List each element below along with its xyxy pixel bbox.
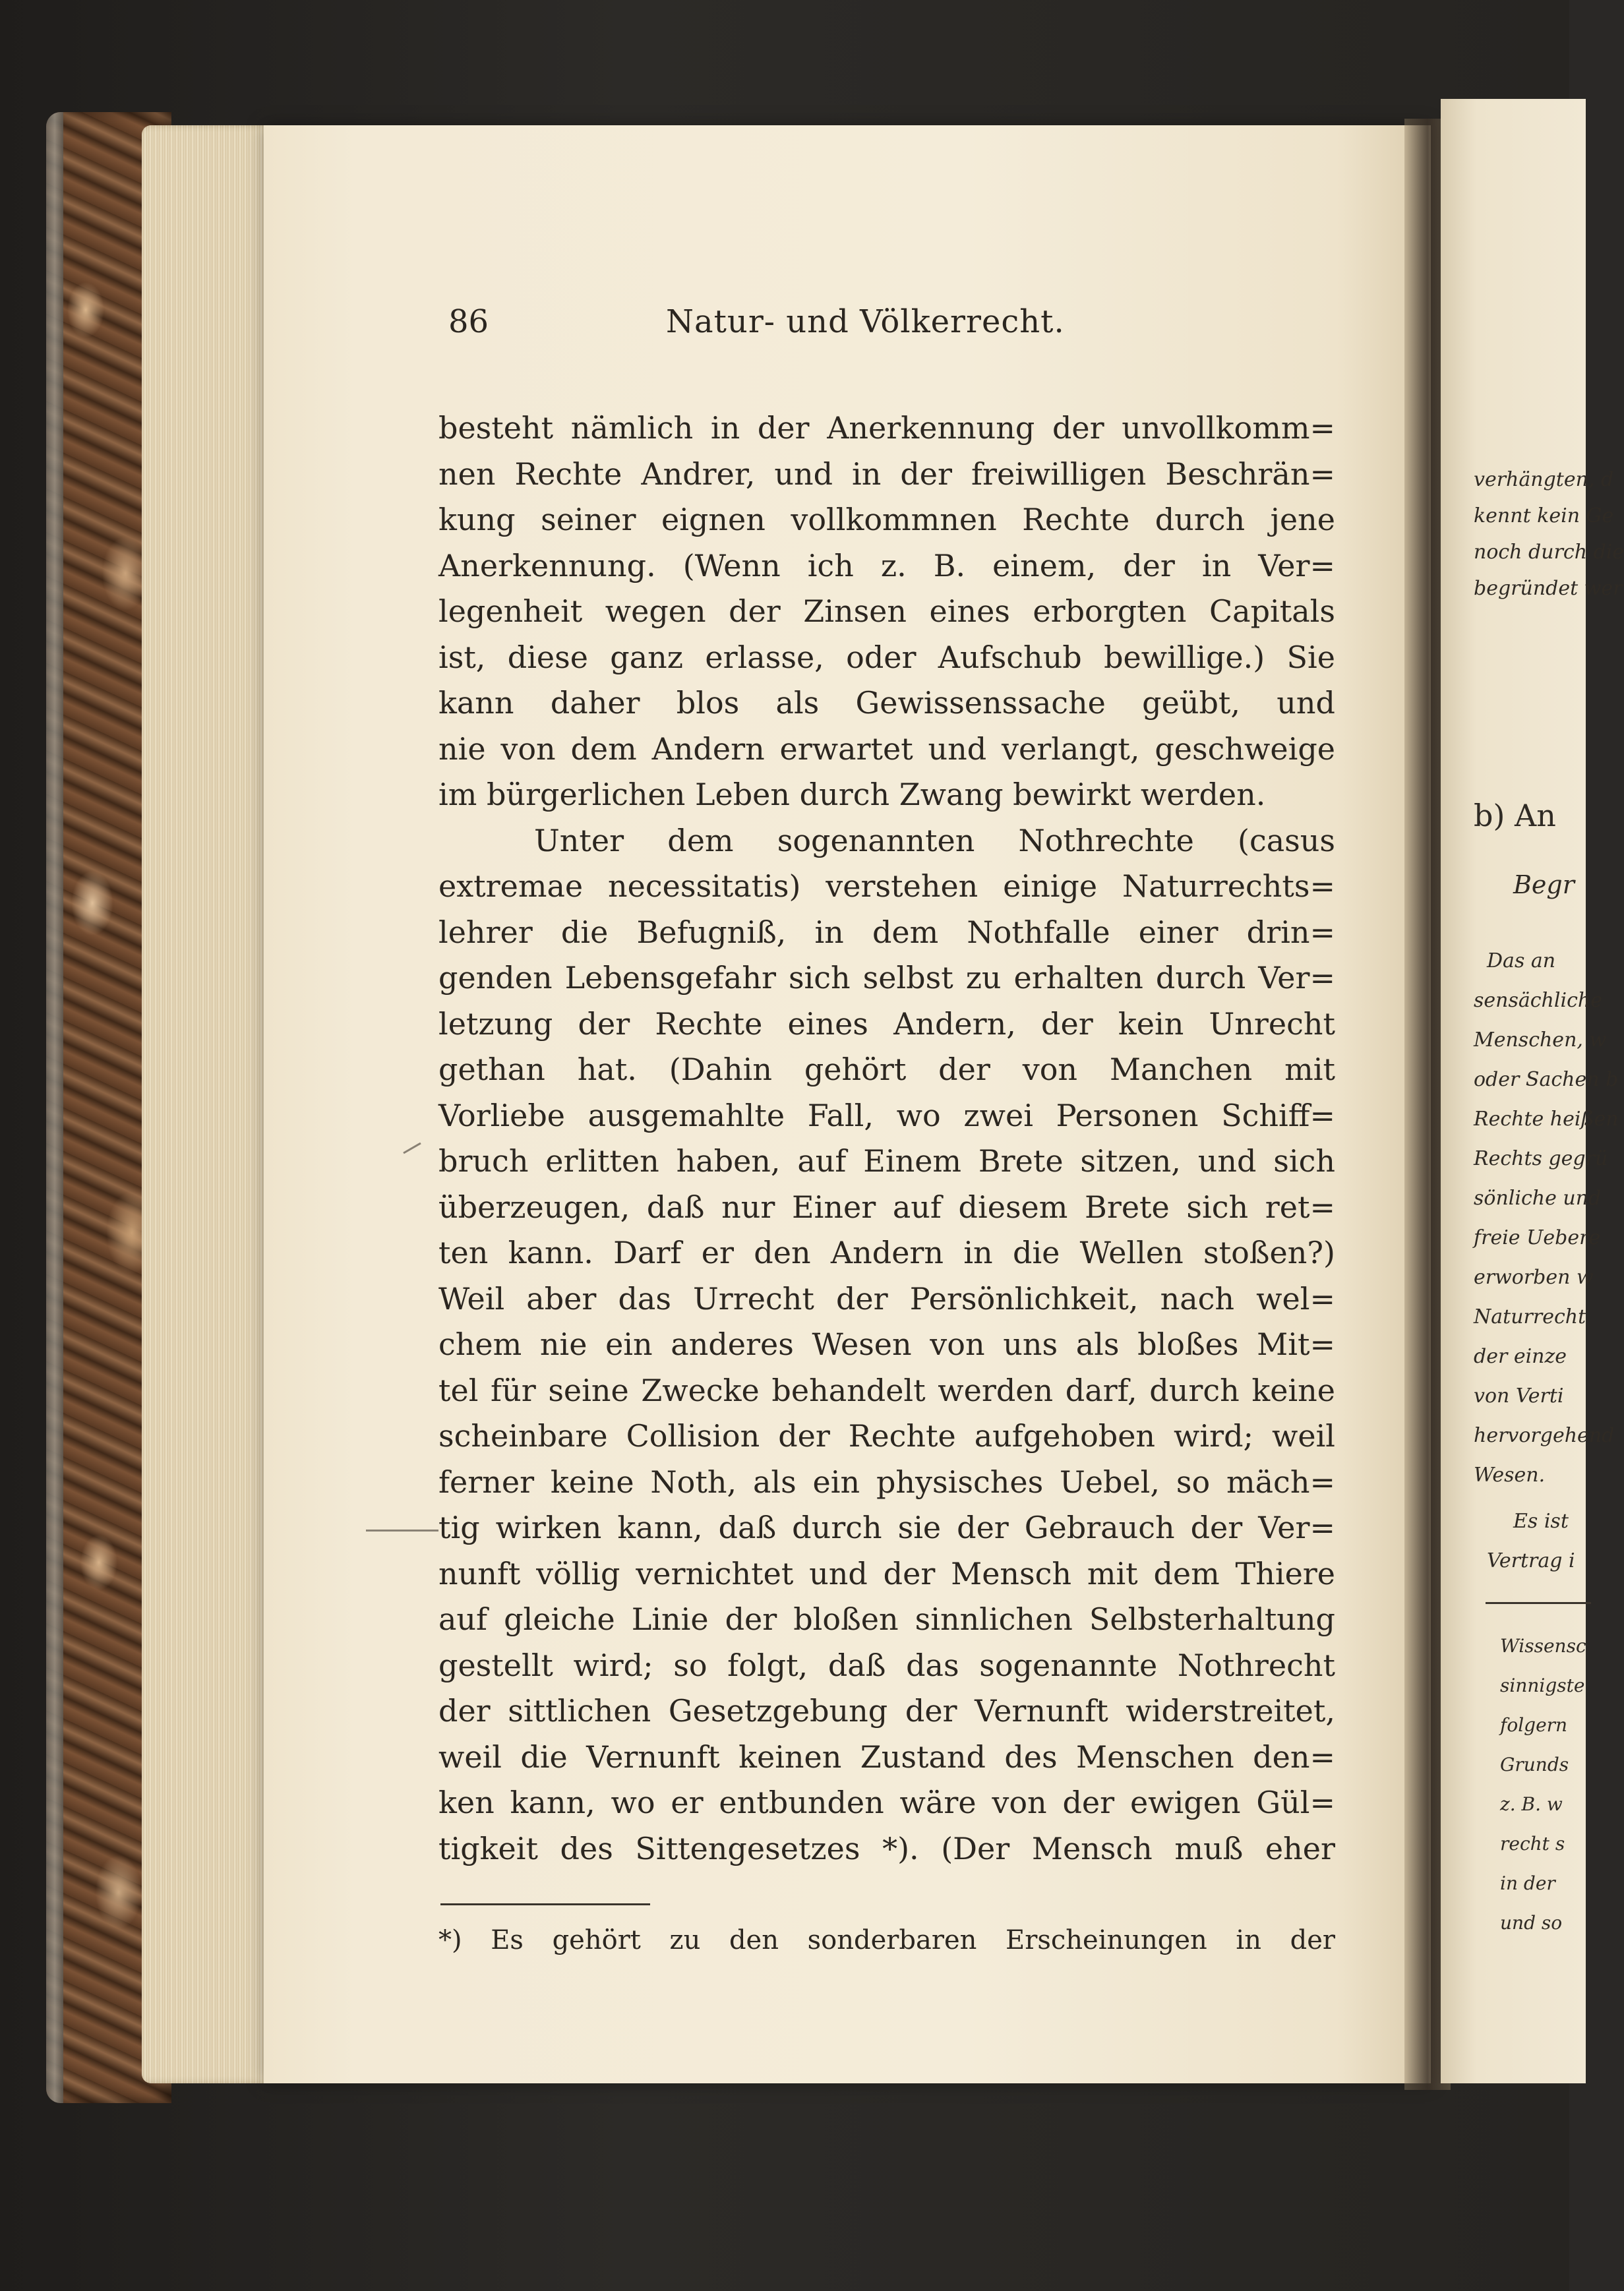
text-line: der sittlichen Gesetzgebung der Vernunft widerstreitet, [438, 1693, 1335, 1729]
text-line: nunft völlig vernichtet und der Mensch mit dem Thiere [438, 1555, 1335, 1592]
text-line: letzung der Rechte eines Andern, der kein Unrecht [438, 1005, 1335, 1042]
text-line: genden Lebensgefahr sich selbst zu erhalten durch Ver= [438, 960, 1335, 996]
cover-edge [46, 112, 63, 2103]
facing-fragment: und so [1500, 1912, 1563, 1934]
text-line: kung seiner eignen vollkommnen Rechte durch jene [438, 502, 1335, 537]
text-line: Anerkennung. (Wenn ich z. B. einem, der in Ver= [438, 547, 1335, 583]
facing-fragment: folgern [1500, 1714, 1568, 1736]
facing-fragment: verhängten, d [1474, 468, 1614, 491]
facing-fragment: sensächliche [1474, 989, 1602, 1012]
text-line: ten kann. Darf er den Andern in die Wellen stoßen?) [438, 1235, 1335, 1270]
text-line: Vorliebe ausgemahlte Fall, wo zwei Personen Schiff= [438, 1097, 1335, 1133]
text-line: ist, diese ganz erlasse, oder Aufschub bewillige.) Sie [438, 639, 1335, 675]
facing-fragment: kennt kein Ge [1474, 504, 1614, 527]
running-title: Natur- und Völkerrecht. [666, 303, 1065, 340]
text-line: tig wirken kann, daß durch sie der Gebrauch der Ver= [438, 1510, 1335, 1545]
page-number: 86 [448, 303, 489, 340]
page-edges [142, 125, 274, 2083]
text-line: besteht nämlich in der Anerkennung der unvollkomm= [438, 410, 1335, 446]
facing-fragment: begründet wer [1474, 577, 1623, 600]
text-line: extremae necessitatis) verstehen einige Naturrechts= [438, 868, 1335, 904]
facing-fragment: b) An [1474, 798, 1556, 833]
facing-fragment: Menschen, w [1474, 1028, 1607, 1052]
facing-fragment: Naturrecht [1474, 1305, 1586, 1328]
facing-fragment: Begr [1513, 870, 1575, 899]
text-line: gethan hat. (Dahin gehört der von Manchen mit [438, 1052, 1335, 1087]
text-line: tigkeit des Sittengesetzes *). (Der Mensch muß eher [438, 1830, 1335, 1866]
facing-footnote-rule [1486, 1602, 1591, 1604]
facing-fragment: erworben w [1474, 1266, 1594, 1289]
text-line: Weil aber das Urrecht der Persönlichkeit, nach wel= [438, 1280, 1335, 1317]
footnote-rule [440, 1903, 650, 1905]
facing-fragment: in der [1500, 1872, 1555, 1894]
facing-fragment: sönliche und [1474, 1187, 1602, 1210]
facing-fragment: sinnigste [1500, 1675, 1585, 1696]
footnote: *) Es gehört zu den sonderbaren Erscheinungen in der [438, 1925, 1335, 1955]
page-body [438, 405, 1335, 1872]
text-line: bruch erlitten haben, auf Einem Brete sitzen, und sich [438, 1143, 1335, 1179]
text-line: scheinbare Collision der Rechte aufgehoben wird; weil [438, 1418, 1335, 1454]
paragraph-start-line: Unter dem sogenannten Nothrechte (casus [534, 822, 1335, 858]
text-line: chem nie ein anderes Wesen von uns als bloßes Mit= [438, 1326, 1335, 1362]
facing-fragment: Rechts gegrü [1474, 1147, 1608, 1170]
facing-fragment: hervorgehend [1474, 1424, 1615, 1447]
text-line: legenheit wegen der Zinsen eines erborgten Capitals [438, 593, 1335, 629]
facing-fragment: noch durch die [1474, 541, 1624, 564]
facing-fragment: oder Sachen b [1474, 1068, 1619, 1091]
text-line: auf gleiche Linie der bloßen sinnlichen Selbsterhaltung [438, 1601, 1335, 1637]
text-line: gestellt wird; so folgt, daß das sogenannte Nothrecht [438, 1647, 1335, 1683]
facing-fragment: Es ist [1513, 1510, 1569, 1533]
facing-page [1441, 99, 1624, 2083]
facing-fragment: Wissensc [1500, 1635, 1586, 1657]
facing-fragment: Wesen. [1474, 1464, 1546, 1487]
text-line: nen Rechte Andrer, und in der freiwilligen Beschrän= [438, 456, 1335, 492]
text-line: kann daher blos als Gewissenssache geübt, und [438, 685, 1335, 721]
margin-mark [366, 1530, 438, 1532]
text-line: ferner keine Noth, als ein physisches Uebel, so mäch= [438, 1464, 1335, 1500]
text-line: nie von dem Andern erwartet und verlangt, geschweige [438, 730, 1335, 767]
facing-fragment: recht s [1500, 1833, 1565, 1855]
facing-fragment: von Verti [1474, 1384, 1564, 1408]
facing-fragment: Vertrag i [1487, 1549, 1575, 1572]
facing-fragment: Das an [1487, 949, 1556, 972]
text-line: lehrer die Befugniß, in dem Nothfalle einer drin= [438, 914, 1335, 950]
facing-fragment: der einze [1474, 1345, 1567, 1368]
text-line: überzeugen, daß nur Einer auf diesem Brete sich ret= [438, 1189, 1335, 1225]
facing-fragment: freie Uebere [1474, 1226, 1601, 1249]
facing-fragment: z. B. w [1500, 1793, 1563, 1815]
text-line: tel für seine Zwecke behandelt werden darf, durch keine [438, 1372, 1335, 1408]
text-line: ken kann, wo er entbunden wäre von der ewigen Gül= [438, 1785, 1335, 1820]
text-line: weil die Vernunft keinen Zustand des Menschen den= [438, 1739, 1335, 1775]
facing-fragment: Rechte heißen [1474, 1108, 1619, 1131]
text-line: im bürgerlichen Leben durch Zwang bewirkt werden. [438, 777, 1266, 812]
facing-fragment: Grunds [1500, 1754, 1569, 1775]
